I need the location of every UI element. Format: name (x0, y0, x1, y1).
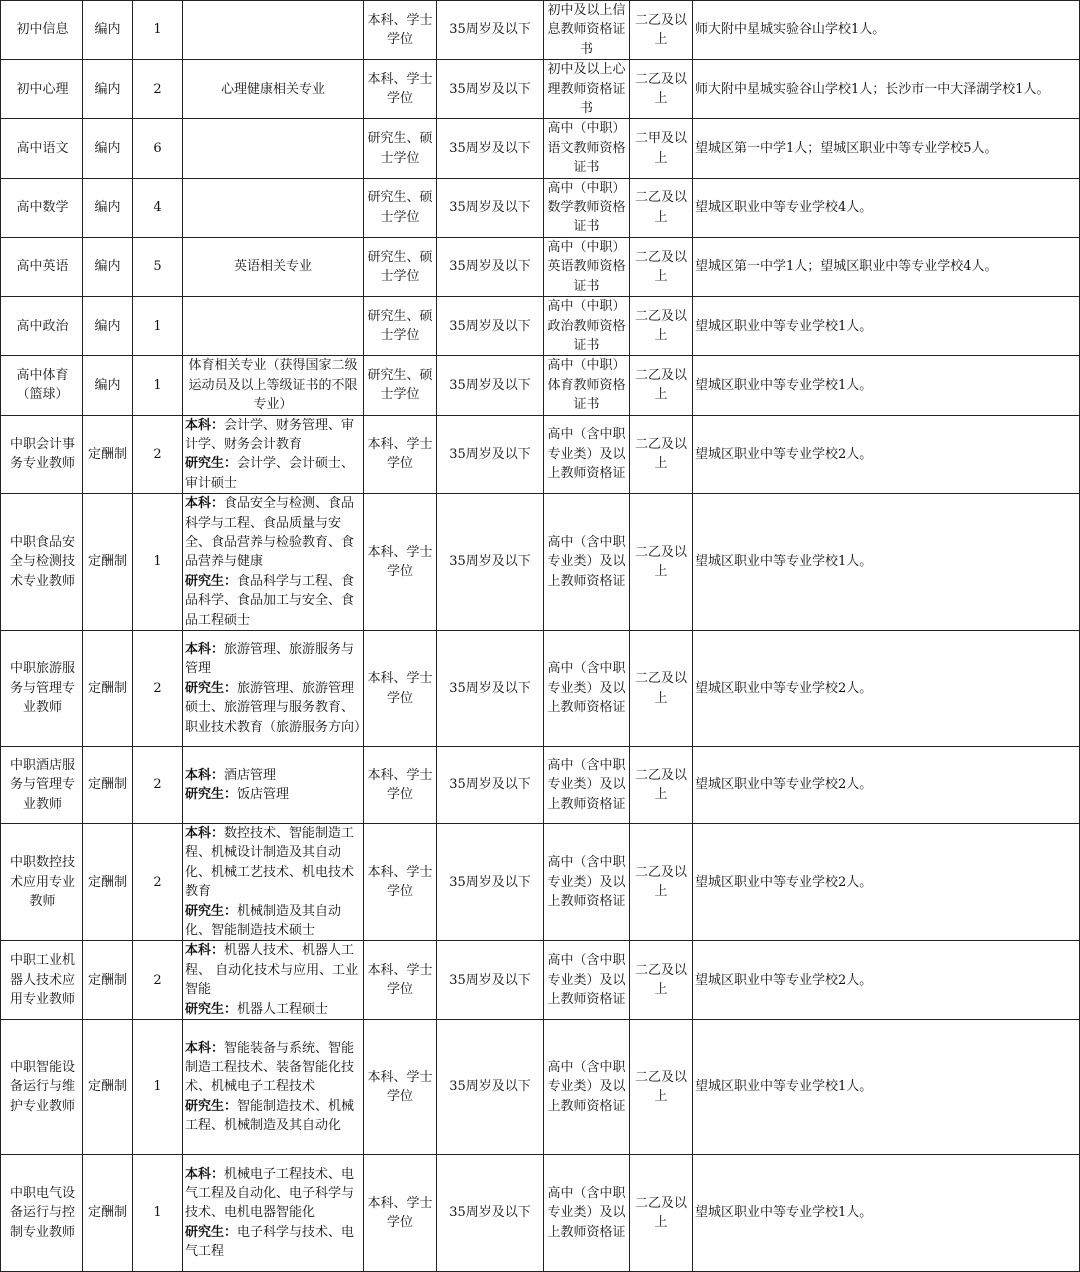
major-text: 数控技术、智能制造工程、机械设计制造及其自动化、机械工艺技术、机电技术教育 (185, 826, 355, 900)
headcount-cell: 2 (133, 941, 183, 1020)
mandarin-level-cell: 二乙及以上 (630, 1020, 693, 1155)
certificate-cell: 高中（含中职专业类）及以上教师资格证 (544, 631, 630, 747)
headcount-cell: 1 (133, 356, 183, 415)
position-cell: 高中数学 (1, 178, 83, 237)
schools-cell: 师大附中星城实验谷山学校1人。 (693, 1, 1080, 60)
major-cell (183, 631, 368, 747)
table-row (1, 1020, 1080, 1155)
education-cell: 本科、学士学位 (364, 941, 437, 1020)
age-cell: 35周岁及以下 (437, 1020, 544, 1155)
major-line (185, 1000, 361, 1019)
major-text: 饭店管理 (237, 787, 290, 802)
schools-cell: 望城区职业中等专业学校2人。 (693, 415, 1080, 494)
major-cell (183, 941, 364, 1020)
major-text: 酒店管理 (224, 767, 277, 783)
major-line (185, 824, 361, 902)
headcount-cell: 1 (133, 1020, 183, 1155)
schools-cell: 望城区第一中学1人；望城区职业中等专业学校5人。 (693, 119, 1080, 178)
certificate-cell: 高中（含中职专业类）及以上教师资格证 (544, 1020, 630, 1155)
major-cell (183, 119, 364, 178)
age-cell: 35周岁及以下 (437, 297, 544, 356)
major-cell: 英语相关专业 (183, 237, 364, 296)
degree-label: 研究生： (185, 680, 238, 696)
major-line (185, 941, 361, 999)
major-cell (183, 824, 364, 941)
education-cell: 本科、学士学位 (364, 824, 437, 941)
major-text: 机械电子工程技术、电气工程及自动化、电子科学与技术、电机电器智能化 (185, 1166, 355, 1221)
mandarin-level-cell: 二乙及以上 (630, 1155, 693, 1272)
degree-label: 研究生： (185, 573, 238, 589)
staffing-type-cell: 定酬制 (83, 747, 133, 824)
mandarin-level-cell: 二乙及以上 (630, 941, 693, 1020)
major-line (185, 572, 361, 630)
mandarin-level-cell: 二乙及以上 (630, 631, 693, 747)
education-cell: 研究生、硕士学位 (364, 356, 437, 415)
major-line (185, 494, 361, 572)
age-cell: 35周岁及以下 (437, 356, 544, 415)
major-line (185, 1223, 361, 1262)
certificate-cell: 高中（中职）体育教师资格证书 (544, 356, 630, 415)
age-cell: 35周岁及以下 (437, 941, 544, 1020)
degree-label: 本科： (185, 767, 225, 783)
schools-cell: 望城区职业中等专业学校4人。 (693, 178, 1080, 237)
table-row (1, 60, 1080, 119)
staffing-type-cell: 编内 (83, 237, 133, 296)
schools-cell: 望城区职业中等专业学校1人。 (693, 1155, 1080, 1272)
major-text: 智能装备与系统、智能制造工程技术、装备智能化技术、机械电子工程技术 (185, 1040, 355, 1095)
schools-cell: 望城区职业中等专业学校2人。 (693, 631, 1080, 747)
headcount-cell: 6 (133, 119, 183, 178)
headcount-cell: 5 (133, 237, 183, 296)
position-cell: 中职智能设备运行与维护专业教师 (1, 1020, 83, 1155)
staffing-type-cell: 编内 (83, 297, 133, 356)
position-cell: 高中英语 (1, 237, 83, 296)
degree-label: 研究生： (185, 903, 238, 919)
schools-cell: 望城区职业中等专业学校1人。 (693, 297, 1080, 356)
mandarin-level-cell: 二乙及以上 (630, 297, 693, 356)
schools-cell: 望城区职业中等专业学校1人。 (693, 1020, 1080, 1155)
major-cell (183, 1020, 364, 1155)
major-text: 旅游管理、旅游服务与管理 (185, 641, 355, 677)
staffing-type-cell: 定酬制 (83, 415, 133, 494)
schools-cell: 望城区第一中学1人；望城区职业中等专业学校4人。 (693, 237, 1080, 296)
mandarin-level-cell: 二乙及以上 (630, 237, 693, 296)
certificate-cell: 高中（中职）政治教师资格证书 (544, 297, 630, 356)
degree-label: 研究生： (185, 1098, 238, 1114)
age-cell: 35周岁及以下 (437, 1, 544, 60)
table-body (1, 1, 1080, 1272)
major-text: 电子科学与技术、电气工程 (185, 1224, 355, 1260)
position-cell: 中职旅游服务与管理专业教师 (1, 631, 83, 747)
major-cell (183, 297, 364, 356)
headcount-cell: 2 (133, 631, 183, 747)
schools-cell: 望城区职业中等专业学校2人。 (693, 824, 1080, 941)
headcount-cell: 2 (133, 747, 183, 824)
education-cell: 本科、学士学位 (364, 747, 437, 824)
headcount-cell: 2 (133, 60, 183, 119)
major-cell: 心理健康相关专业 (183, 60, 364, 119)
table-row (1, 297, 1080, 356)
headcount-cell: 2 (133, 824, 183, 941)
major-line (185, 679, 368, 737)
table-row (1, 415, 1080, 494)
position-cell: 高中语文 (1, 119, 83, 178)
age-cell: 35周岁及以下 (437, 494, 544, 631)
education-cell: 本科、学士学位 (364, 1020, 437, 1155)
major-cell (183, 1, 364, 60)
major-text: 机械制造及其自动化、智能制造技术硕士 (185, 903, 342, 939)
degree-label: 本科： (185, 1166, 225, 1182)
headcount-cell: 1 (133, 1155, 183, 1272)
education-cell: 研究生、硕士学位 (364, 237, 437, 296)
table-row (1, 941, 1080, 1020)
headcount-cell: 2 (133, 415, 183, 494)
major-line (185, 785, 361, 804)
schools-cell: 师大附中星城实验谷山学校1人；长沙市一中大泽湖学校1人。 (693, 60, 1080, 119)
major-text: 会计学、会计硕士、审计硕士 (185, 456, 355, 491)
mandarin-level-cell: 二乙及以上 (630, 747, 693, 824)
position-cell: 中职工业机器人技术应用专业教师 (1, 941, 83, 1020)
major-text: 机器人工程硕士 (237, 1001, 329, 1017)
major-line (185, 454, 361, 493)
position-cell: 中职酒店服务与管理专业教师 (1, 747, 83, 824)
education-cell: 本科、学士学位 (364, 1, 437, 60)
staffing-type-cell: 编内 (83, 1, 133, 60)
position-cell: 初中信息 (1, 1, 83, 60)
schools-cell: 望城区职业中等专业学校1人。 (693, 494, 1080, 631)
major-text: 机器人技术、机器人工程、 自动化技术与应用、工业智能 (185, 943, 359, 998)
education-cell: 本科、学士学位 (364, 494, 437, 631)
age-cell: 35周岁及以下 (437, 119, 544, 178)
major-text: 会计学、财务管理、审计学、财务会计教育 (185, 417, 355, 452)
major-cell (183, 415, 364, 494)
age-cell: 35周岁及以下 (437, 60, 544, 119)
education-cell: 本科、学士学位 (364, 631, 437, 747)
age-cell: 35周岁及以下 (437, 747, 544, 824)
certificate-cell: 高中（含中职专业类）及以上教师资格证 (544, 747, 630, 824)
position-cell: 初中心理 (1, 60, 83, 119)
mandarin-level-cell: 二甲及以上 (630, 119, 693, 178)
staffing-type-cell: 定酬制 (83, 941, 133, 1020)
major-line (185, 766, 361, 785)
major-cell (183, 747, 364, 824)
headcount-cell: 1 (133, 1, 183, 60)
major-text: 食品安全与检测、食品科学与工程、食品质量与安全、食品营养与检验教育、食品营养与健康 (185, 496, 355, 570)
major-text: 食品科学与工程、食品科学、食品加工与安全、食品工程硕士 (185, 573, 355, 628)
degree-label: 研究生： (185, 456, 238, 472)
degree-label: 研究生： (185, 787, 238, 802)
table-row (1, 178, 1080, 237)
mandarin-level-cell: 二乙及以上 (630, 60, 693, 119)
position-cell: 中职电气设备运行与控制专业教师 (1, 1155, 83, 1272)
major-cell (183, 178, 364, 237)
education-cell: 本科、学士学位 (364, 60, 437, 119)
major-text: 智能制造技术、机械工程、机械制造及其自动化 (185, 1098, 355, 1134)
education-cell: 本科、学士学位 (364, 415, 437, 494)
mandarin-level-cell: 二乙及以上 (630, 178, 693, 237)
staffing-type-cell: 编内 (83, 356, 133, 415)
headcount-cell: 1 (133, 297, 183, 356)
degree-label: 本科： (185, 943, 225, 959)
table-row (1, 747, 1080, 824)
mandarin-level-cell: 二乙及以上 (630, 356, 693, 415)
degree-label: 研究生： (185, 1224, 238, 1240)
certificate-cell: 高中（含中职专业类）及以上教师资格证 (544, 1155, 630, 1272)
staffing-type-cell: 编内 (83, 119, 133, 178)
position-cell: 高中体育（篮球） (1, 356, 83, 415)
staffing-type-cell: 编内 (83, 60, 133, 119)
position-cell: 高中政治 (1, 297, 83, 356)
age-cell: 35周岁及以下 (437, 237, 544, 296)
table-row (1, 237, 1080, 296)
age-cell: 35周岁及以下 (437, 1155, 544, 1272)
staffing-type-cell: 定酬制 (83, 1155, 133, 1272)
degree-label: 本科： (185, 1040, 225, 1056)
certificate-cell: 高中（含中职专业类）及以上教师资格证 (544, 941, 630, 1020)
major-cell (183, 1155, 364, 1272)
staffing-type-cell: 定酬制 (83, 631, 133, 747)
position-cell: 中职会计事务专业教师 (1, 415, 83, 494)
schools-cell: 望城区职业中等专业学校1人。 (693, 356, 1080, 415)
table-row (1, 824, 1080, 941)
table-row (1, 631, 1080, 747)
certificate-cell: 初中及以上心理教师资格证书 (544, 60, 630, 119)
certificate-cell: 高中（中职）数学教师资格证书 (544, 178, 630, 237)
mandarin-level-cell: 二乙及以上 (630, 824, 693, 941)
staffing-type-cell: 定酬制 (83, 494, 133, 631)
certificate-cell: 初中及以上信息教师资格证书 (544, 1, 630, 60)
table-row (1, 494, 1080, 631)
degree-label: 本科： (185, 496, 225, 512)
certificate-cell: 高中（中职）英语教师资格证书 (544, 237, 630, 296)
major-line (185, 1165, 361, 1223)
major-text: 旅游管理、旅游管理硕士、旅游管理与服务教育、职业技术教育（旅游服务方向） (185, 680, 368, 735)
schools-cell: 望城区职业中等专业学校2人。 (693, 747, 1080, 824)
certificate-cell: 高中（含中职专业类）及以上教师资格证 (544, 824, 630, 941)
position-cell: 中职食品安全与检测技术专业教师 (1, 494, 83, 631)
staffing-type-cell: 定酬制 (83, 824, 133, 941)
education-cell: 研究生、硕士学位 (364, 178, 437, 237)
major-cell: 体育相关专业（获得国家二级运动员及以上等级证书的不限专业） (183, 356, 364, 415)
table-row (1, 1155, 1080, 1272)
major-cell (183, 494, 364, 631)
table-row (1, 119, 1080, 178)
age-cell: 35周岁及以下 (437, 631, 544, 747)
mandarin-level-cell: 二乙及以上 (630, 1, 693, 60)
certificate-cell: 高中（含中职专业类）及以上教师资格证 (544, 415, 630, 494)
mandarin-level-cell: 二乙及以上 (630, 494, 693, 631)
education-cell: 研究生、硕士学位 (364, 297, 437, 356)
staffing-type-cell: 定酬制 (83, 1020, 133, 1155)
position-cell: 中职数控技术应用专业教师 (1, 824, 83, 941)
headcount-cell: 4 (133, 178, 183, 237)
table-row (1, 356, 1080, 415)
degree-label: 本科： (185, 641, 225, 657)
major-line (185, 640, 361, 679)
age-cell: 35周岁及以下 (437, 824, 544, 941)
major-line (185, 1039, 361, 1097)
age-cell: 35周岁及以下 (437, 415, 544, 494)
degree-label: 研究生： (185, 1001, 238, 1017)
education-cell: 研究生、硕士学位 (364, 119, 437, 178)
headcount-cell: 1 (133, 494, 183, 631)
degree-label: 本科： (185, 417, 225, 433)
mandarin-level-cell: 二乙及以上 (630, 415, 693, 494)
major-line (185, 416, 361, 455)
age-cell: 35周岁及以下 (437, 178, 544, 237)
table-row (1, 1, 1080, 60)
degree-label: 本科： (185, 826, 225, 841)
major-line (185, 1097, 361, 1136)
staffing-type-cell: 编内 (83, 178, 133, 237)
certificate-cell: 高中（含中职专业类）及以上教师资格证 (544, 494, 630, 631)
certificate-cell: 高中（中职）语文教师资格证书 (544, 119, 630, 178)
schools-cell: 望城区职业中等专业学校2人。 (693, 941, 1080, 1020)
education-cell: 本科、学士学位 (364, 1155, 437, 1272)
major-line (185, 902, 361, 941)
